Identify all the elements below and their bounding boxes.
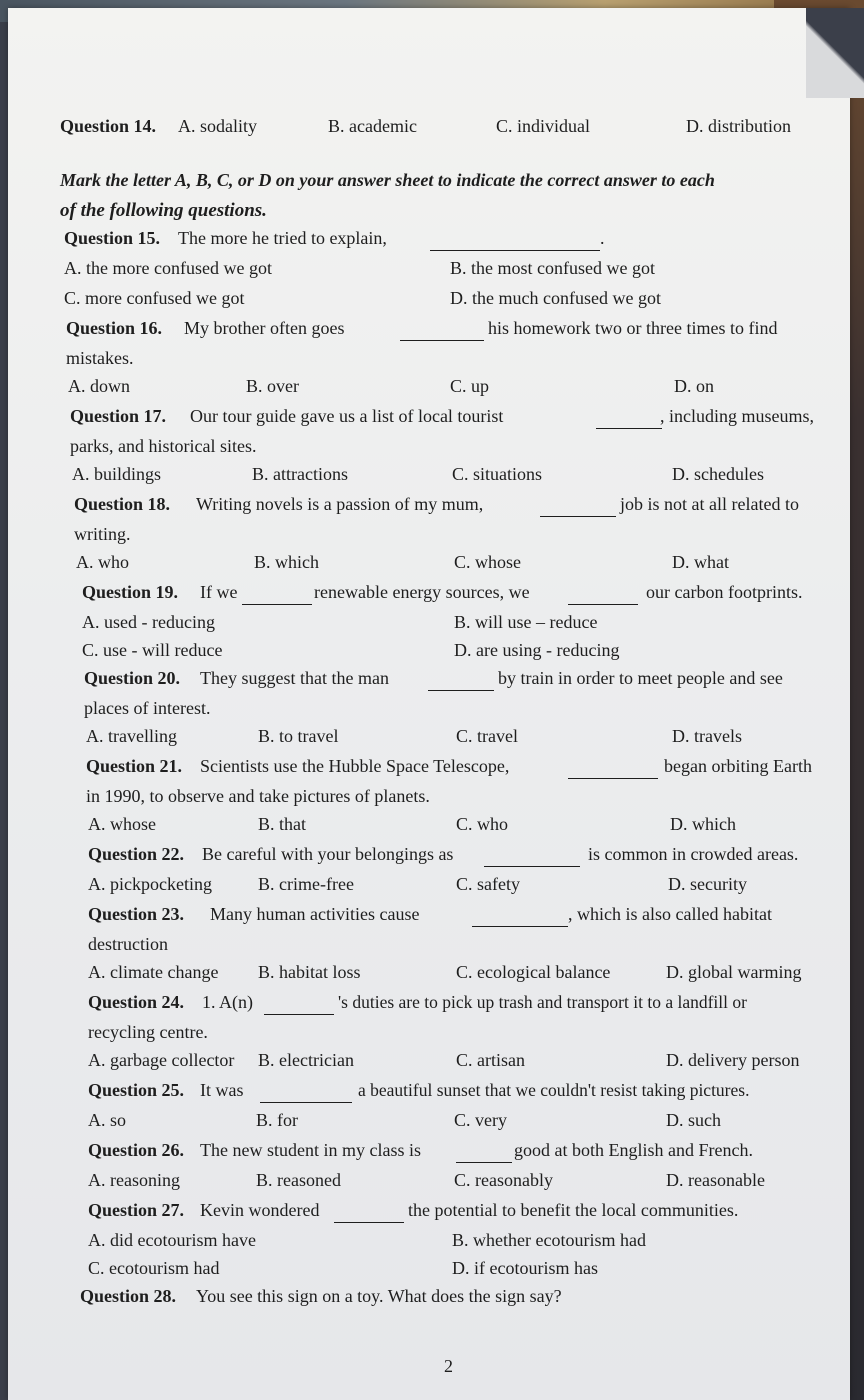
page-number: 2 <box>444 1356 453 1376</box>
question-20-options <box>60 726 850 756</box>
option-d[interactable]: D. global warming <box>666 962 802 982</box>
option-a[interactable]: A. who <box>76 552 129 572</box>
question-text: They suggest that the man <box>200 668 389 688</box>
answer-blank[interactable] <box>264 996 334 1015</box>
question-18 <box>60 494 850 524</box>
option-b[interactable]: B. that <box>258 814 306 834</box>
option-a[interactable]: A. garbage collector <box>88 1050 235 1070</box>
option-a[interactable]: A. pickpocketing <box>88 874 212 894</box>
option-c[interactable]: C. artisan <box>456 1050 525 1070</box>
question-text-end: parks, and historical sites. <box>70 436 257 456</box>
question-21-options <box>60 814 850 844</box>
question-26-options <box>60 1170 850 1200</box>
option-c[interactable]: C. reasonably <box>454 1170 553 1190</box>
question-text-cont: is common in crowded areas. <box>588 844 799 864</box>
question-text: You see this sign on a toy. What does the sign say? <box>196 1286 562 1306</box>
question-text-end: recycling centre. <box>88 1022 208 1042</box>
question-text-end: mistakes. <box>66 348 134 368</box>
question-text-cont: by train in order to meet people and see <box>498 668 783 688</box>
question-text: The more he tried to explain, <box>178 228 387 248</box>
option-a[interactable]: A. sodality <box>178 116 257 136</box>
question-label: Question 23. <box>88 904 185 924</box>
option-d[interactable]: D. the much confused we got <box>450 288 661 308</box>
question-19-options-row2 <box>60 640 850 668</box>
answer-blank[interactable] <box>568 760 658 779</box>
question-15 <box>60 228 850 258</box>
question-23-options <box>60 962 850 992</box>
instruction-line-2: of the following questions. <box>60 200 267 221</box>
option-b[interactable]: B. habitat loss <box>258 962 361 982</box>
question-15-options-row1 <box>60 258 850 288</box>
question-28 <box>60 1286 850 1316</box>
question-label: Question 22. <box>88 844 185 864</box>
question-25-options <box>60 1110 850 1140</box>
question-17-line-2 <box>60 436 850 464</box>
question-23 <box>60 904 850 934</box>
question-label: Question 18. <box>74 494 171 514</box>
question-text-end: in 1990, to observe and take pictures of planets. <box>86 786 430 806</box>
question-text: Our tour guide gave us a list of local tourist <box>190 406 504 426</box>
option-d[interactable]: D. travels <box>672 726 742 746</box>
option-a[interactable]: A. reasoning <box>88 1170 180 1190</box>
question-27 <box>60 1200 850 1230</box>
question-text: Many human activities cause <box>210 904 420 924</box>
question-label: Question 27. <box>88 1200 185 1220</box>
answer-blank[interactable] <box>260 1084 352 1103</box>
option-d[interactable]: D. delivery person <box>666 1050 800 1070</box>
option-b[interactable]: B. the most confused we got <box>450 258 655 278</box>
question-19-options-row1 <box>60 612 850 640</box>
answer-blank[interactable] <box>430 232 600 251</box>
option-c[interactable]: C. ecotourism had <box>88 1258 220 1278</box>
question-label: Question 21. <box>86 756 183 776</box>
option-b[interactable]: B. to travel <box>258 726 339 746</box>
question-text-cont: his homework two or three times to find <box>488 318 778 338</box>
option-b[interactable]: B. which <box>254 552 319 572</box>
question-24 <box>60 992 850 1022</box>
option-c[interactable]: C. very <box>454 1110 507 1130</box>
question-25 <box>60 1080 850 1110</box>
question-16 <box>60 318 850 348</box>
option-d[interactable]: D. schedules <box>672 464 764 484</box>
question-text-cont: , including museums, <box>660 406 814 426</box>
option-b[interactable]: B. crime-free <box>258 874 354 894</box>
question-23-line-2 <box>60 934 850 962</box>
option-c[interactable]: C. safety <box>456 874 520 894</box>
question-14 <box>60 116 850 146</box>
question-text: 1. A(n) <box>202 992 253 1012</box>
question-20-line-2 <box>60 698 850 726</box>
question-15-options-row2 <box>60 288 850 318</box>
question-text-end: places of interest. <box>84 698 211 718</box>
question-22 <box>60 844 850 874</box>
question-text-cont: renewable energy sources, we <box>314 582 530 602</box>
question-label: Question 25. <box>88 1080 185 1100</box>
answer-blank[interactable] <box>428 672 494 691</box>
option-a[interactable]: A. travelling <box>86 726 177 746</box>
question-20 <box>60 668 850 698</box>
question-text: Be careful with your belongings as <box>202 844 454 864</box>
option-c[interactable]: C. whose <box>454 552 521 572</box>
question-label: Question 20. <box>84 668 181 688</box>
option-c[interactable]: C. up <box>450 376 490 396</box>
option-a[interactable]: A. did ecotourism have <box>88 1230 256 1250</box>
question-text: My brother often goes <box>184 318 345 338</box>
option-b[interactable]: B. academic <box>328 116 417 136</box>
answer-blank[interactable] <box>334 1204 404 1223</box>
option-c[interactable]: C. who <box>456 814 509 834</box>
question-21-line-2 <box>60 786 850 814</box>
question-21 <box>60 756 850 786</box>
option-d[interactable]: D. what <box>672 552 729 572</box>
question-text-cont: the potential to benefit the local communities. <box>408 1200 739 1220</box>
question-27-options-row2 <box>60 1258 850 1286</box>
question-text: It was <box>200 1080 244 1100</box>
question-text-end: our carbon footprints. <box>646 582 803 602</box>
question-label: Question 17. <box>70 406 167 426</box>
question-text-end: writing. <box>74 524 131 544</box>
question-label: Question 24. <box>88 992 185 1012</box>
option-b[interactable]: B. for <box>256 1110 298 1130</box>
option-b[interactable]: B. whether ecotourism had <box>452 1230 646 1250</box>
option-c[interactable]: C. individual <box>496 116 590 136</box>
option-b[interactable]: B. will use – reduce <box>454 612 598 632</box>
option-a[interactable]: A. so <box>88 1110 127 1130</box>
option-d[interactable]: D. security <box>668 874 747 894</box>
question-label: Question 14. <box>60 116 157 136</box>
question-text: The new student in my class is <box>200 1140 421 1160</box>
option-a[interactable]: A. down <box>68 376 130 396</box>
option-b[interactable]: B. electrician <box>258 1050 354 1070</box>
question-text-end: destruction <box>88 934 168 954</box>
answer-blank[interactable] <box>472 908 568 927</box>
option-b[interactable]: B. attractions <box>252 464 348 484</box>
question-26 <box>60 1140 850 1170</box>
option-a[interactable]: A. buildings <box>72 464 162 484</box>
option-d[interactable]: D. such <box>666 1110 721 1130</box>
option-a[interactable]: A. climate change <box>88 962 219 982</box>
question-text: Writing novels is a passion of my mum, <box>196 494 484 514</box>
exam-content <box>60 108 850 1316</box>
question-label: Question 28. <box>80 1286 177 1306</box>
question-16-options <box>60 376 850 406</box>
option-b[interactable]: B. reasoned <box>256 1170 341 1190</box>
question-27-options-row1 <box>60 1230 850 1258</box>
option-c[interactable]: C. more confused we got <box>64 288 245 308</box>
question-text: Kevin wondered <box>200 1200 320 1220</box>
question-text-cont: 's duties are to pick up trash and transport it to a landfill or <box>338 992 747 1012</box>
option-b[interactable]: B. over <box>246 376 299 396</box>
option-c[interactable]: C. situations <box>452 464 543 484</box>
question-label: Question 16. <box>66 318 163 338</box>
question-text: Scientists use the Hubble Space Telescope, <box>200 756 510 776</box>
option-d[interactable]: D. reasonable <box>666 1170 765 1190</box>
question-label: Question 19. <box>82 582 179 602</box>
instruction-line-1: Mark the letter A, B, C, or D on your answer sheet to indicate the correct answer to each <box>60 170 715 190</box>
question-24-line-2 <box>60 1022 850 1050</box>
question-label: Question 26. <box>88 1140 185 1160</box>
question-18-line-2 <box>60 524 850 552</box>
option-a[interactable]: A. used - reducing <box>82 612 215 632</box>
option-a[interactable]: A. the more confused we got <box>64 258 272 278</box>
option-c[interactable]: C. use - will reduce <box>82 640 223 660</box>
answer-blank[interactable] <box>400 322 484 341</box>
question-text-end: . <box>600 228 605 248</box>
option-d[interactable]: D. distribution <box>686 116 792 136</box>
option-c[interactable]: C. ecological balance <box>456 962 611 982</box>
option-a[interactable]: A. whose <box>88 814 156 834</box>
answer-blank[interactable] <box>596 410 662 429</box>
question-text-cont: good at both English and French. <box>514 1140 753 1160</box>
question-text-cont: job is not at all related to <box>620 494 799 514</box>
question-label: Question 15. <box>64 228 161 248</box>
option-d[interactable]: D. which <box>670 814 736 834</box>
question-19 <box>60 582 850 612</box>
question-17-options <box>60 464 850 494</box>
question-24-options <box>60 1050 850 1080</box>
question-text-cont: , which is also called habitat <box>568 904 772 924</box>
question-18-options <box>60 552 850 582</box>
answer-blank-1[interactable] <box>242 586 312 605</box>
answer-blank[interactable] <box>456 1144 512 1163</box>
answer-blank[interactable] <box>540 498 616 517</box>
option-d[interactable]: D. if ecotourism has <box>452 1258 598 1278</box>
option-c[interactable]: C. travel <box>456 726 518 746</box>
question-text-cont: began orbiting Earth <box>664 756 812 776</box>
question-text-cont: a beautiful sunset that we couldn't resist taking pictures. <box>358 1080 750 1100</box>
question-17 <box>60 406 850 436</box>
question-16-line-2 <box>60 348 850 376</box>
question-text: If we <box>200 582 238 602</box>
option-d[interactable]: D. are using - reducing <box>454 640 620 660</box>
answer-blank-2[interactable] <box>568 586 638 605</box>
option-d[interactable]: D. on <box>674 376 714 396</box>
question-22-options <box>60 874 850 904</box>
answer-blank[interactable] <box>484 848 580 867</box>
page-corner-fold <box>806 8 864 98</box>
